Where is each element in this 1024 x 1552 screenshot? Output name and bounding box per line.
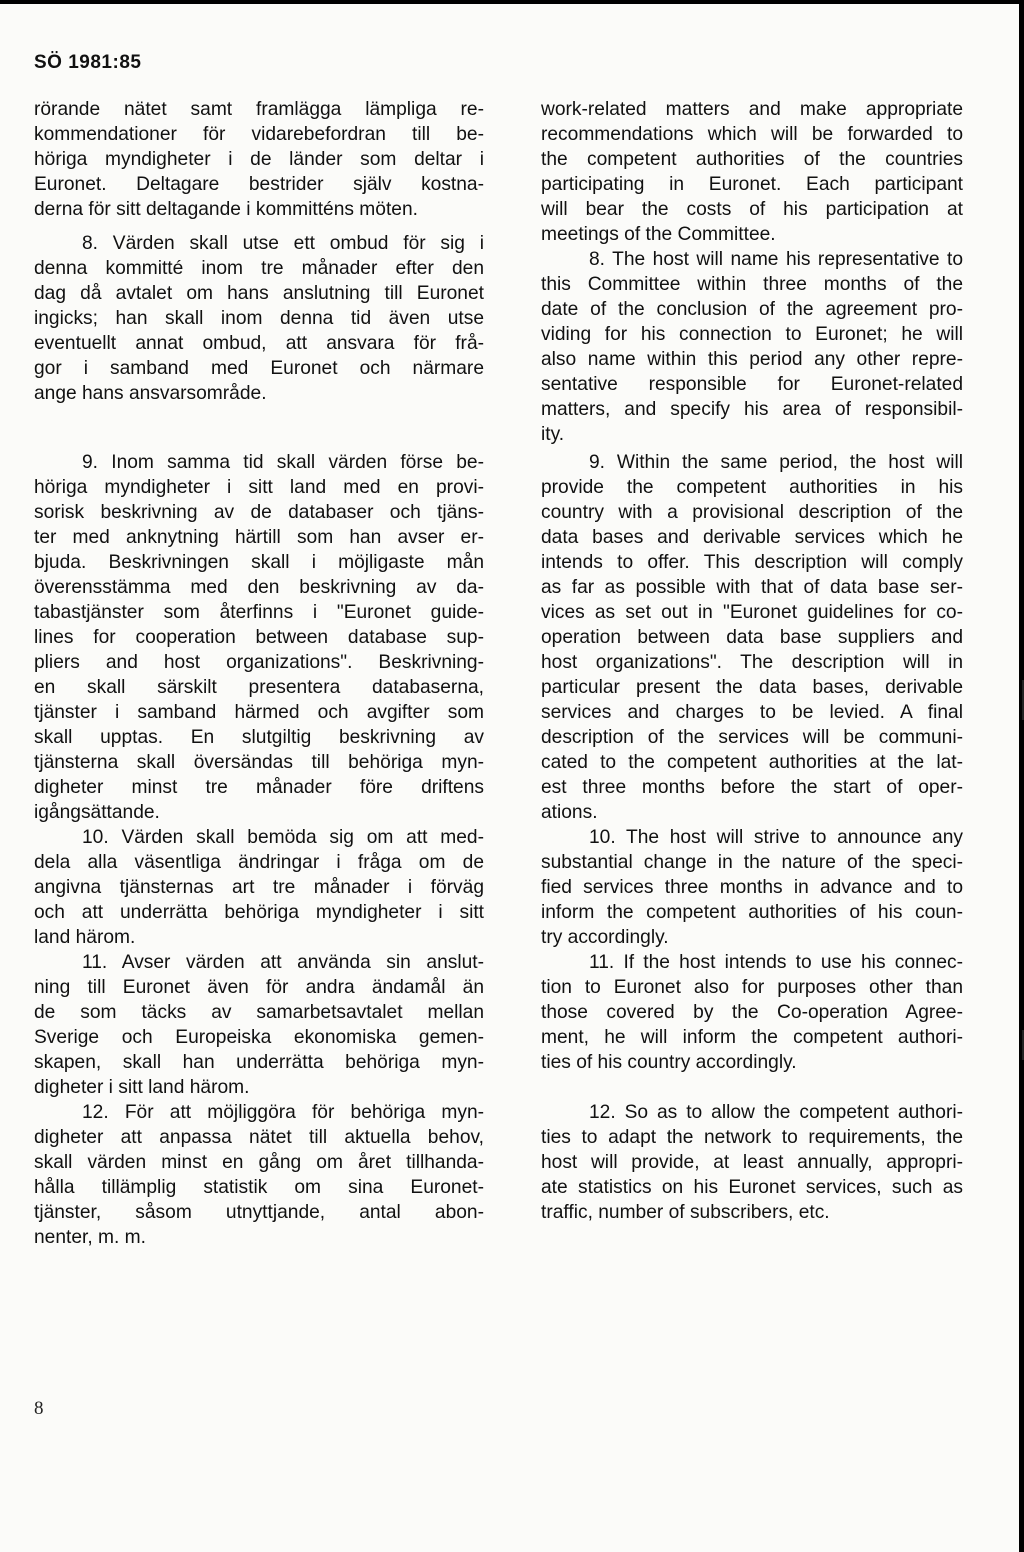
- text-line: 8. Värden skall utse ett ombud för sig i: [82, 233, 484, 254]
- text-line: 12. För att möjliggöra för behöriga myn-: [82, 1102, 484, 1123]
- text-line: digheter i sitt land härom.: [34, 1077, 250, 1098]
- text-line: est three months before the start of oper-: [541, 777, 963, 798]
- text-line: participating in Euronet. Each participant: [541, 174, 963, 195]
- text-line: tjänster, såsom utnyttjande, antal abon-: [34, 1202, 484, 1223]
- text-line: hålla tillämplig statistik om sina Euronet-: [34, 1177, 484, 1198]
- text-line: this Committee within three months of the: [541, 274, 963, 295]
- text-line: de som täcks av samarbetsavtalet mellan: [34, 1002, 484, 1023]
- text-line: sorisk beskrivning av de databaser och tjäns-: [34, 502, 484, 523]
- text-line: dag då avtalet om hans anslutning till Euronet: [34, 283, 484, 304]
- text-line: description of the services will be communi-: [541, 727, 963, 748]
- text-line: ties of his country accordingly.: [541, 1052, 797, 1073]
- text-line: operation between data base suppliers and: [541, 627, 963, 648]
- text-line: ter med anknytning härtill som han avser er-: [34, 527, 484, 548]
- page-header: SÖ 1981:85: [34, 52, 142, 73]
- text-line: services and charges to be levied. A final: [541, 702, 963, 723]
- text-line: skall värden minst en gång om året tillhanda-: [34, 1152, 484, 1173]
- text-line: igångsättande.: [34, 802, 160, 823]
- text-line: particular present the data bases, derivable: [541, 677, 963, 698]
- text-line: eventuellt annat ombud, att ansvara för frå-: [34, 333, 484, 354]
- text-line: host organizations". The description will in: [541, 652, 963, 673]
- text-line: angivna tjänsternas art tre månader i förväg: [34, 877, 484, 898]
- text-line: also name within this period any other repre-: [541, 349, 963, 370]
- text-line: höriga myndigheter i sitt land med en provi-: [34, 477, 484, 498]
- text-line: 8. The host will name his representative to: [589, 249, 963, 270]
- text-line: tion to Euronet also for purposes other than: [541, 977, 963, 998]
- text-line: land härom.: [34, 927, 136, 948]
- text-line: fied services three months in advance and to: [541, 877, 963, 898]
- text-line: höriga myndigheter i de länder som deltar i: [34, 149, 484, 170]
- text-line: will bear the costs of his participation at: [541, 199, 963, 220]
- text-line: tjänsterna skall översändas till behöriga myn-: [34, 752, 484, 773]
- text-line: data bases and derivable services which he: [541, 527, 963, 548]
- text-line: och att underrätta behöriga myndigheter i sitt: [34, 902, 484, 923]
- text-line: 10. Värden skall bemöda sig om att med-: [82, 827, 484, 848]
- text-line: skapen, skall han underrätta behöriga myn-: [34, 1052, 484, 1073]
- text-line: 10. The host will strive to announce any: [589, 827, 963, 848]
- text-line: the competent authorities of the countries: [541, 149, 963, 170]
- text-line: nenter, m. m.: [34, 1227, 146, 1248]
- text-line: host will provide, at least annually, appropri-: [541, 1152, 963, 1173]
- text-line: ment, he will inform the competent authori-: [541, 1027, 963, 1048]
- text-line: country with a provisional description of the: [541, 502, 963, 523]
- text-line: provide the competent authorities in his: [541, 477, 963, 498]
- text-line: derna för sitt deltagande i kommitténs möten.: [34, 199, 418, 220]
- text-line: try accordingly.: [541, 927, 669, 948]
- text-line: meetings of the Committee.: [541, 224, 776, 245]
- document-page: [0, 4, 1019, 1552]
- text-line: substantial change in the nature of the speci-: [541, 852, 963, 873]
- text-line: en skall särskilt presentera databaserna,: [34, 677, 484, 698]
- text-line: Sverige och Europeiska ekonomiska gemen-: [34, 1027, 484, 1048]
- text-line: tjänster i samband härmed och avgifter som: [34, 702, 484, 723]
- text-line: ity.: [541, 424, 565, 445]
- text-line: intends to offer. This description will comply: [541, 552, 963, 573]
- text-line: ingicks; han skall inom denna tid även utse: [34, 308, 484, 329]
- text-line: skall upptas. En slutgiltig beskrivning av: [34, 727, 484, 748]
- text-line: överensstämma med den beskrivning av da-: [34, 577, 484, 598]
- text-line: lines for cooperation between database sup-: [34, 627, 484, 648]
- text-line: digheter att anpassa nätet till aktuella behov,: [34, 1127, 484, 1148]
- text-line: 11. If the host intends to use his connec-: [589, 952, 963, 973]
- text-line: viding for his connection to Euronet; he will: [541, 324, 963, 345]
- text-line: inform the competent authorities of his coun-: [541, 902, 963, 923]
- text-line: recommendations which will be forwarded to: [541, 124, 963, 145]
- text-line: 9. Within the same period, the host will: [589, 452, 963, 473]
- text-line: work-related matters and make appropriate: [541, 99, 963, 120]
- text-line: 9. Inom samma tid skall värden förse be-: [82, 452, 484, 473]
- text-line: tabastjänster som återfinns i "Euronet guide-: [34, 602, 484, 623]
- text-line: ations.: [541, 802, 598, 823]
- text-line: sentative responsible for Euronet-related: [541, 374, 963, 395]
- text-line: those covered by the Co-operation Agree-: [541, 1002, 963, 1023]
- text-line: rörande nätet samt framlägga lämpliga re-: [34, 99, 484, 120]
- text-line: ate statistics on his Euronet services, such as: [541, 1177, 963, 1198]
- text-line: as far as possible with that of data base ser-: [541, 577, 963, 598]
- text-line: cated to the competent authorities at the lat-: [541, 752, 963, 773]
- text-line: 12. So as to allow the competent authori-: [589, 1102, 963, 1123]
- text-line: date of the conclusion of the agreement pro-: [541, 299, 963, 320]
- text-line: ning till Euronet även för andra ändamål än: [34, 977, 484, 998]
- text-line: bjuda. Beskrivningen skall i möjligaste mån: [34, 552, 484, 573]
- text-line: Euronet. Deltagare bestrider själv kostna-: [34, 174, 484, 195]
- text-line: matters, and specify his area of responsibil-: [541, 399, 963, 420]
- text-line: pliers and host organizations". Beskrivning-: [34, 652, 484, 673]
- text-line: ange hans ansvarsområde.: [34, 383, 267, 404]
- text-line: gor i samband med Euronet och närmare: [34, 358, 484, 379]
- text-line: traffic, number of subscribers, etc.: [541, 1202, 830, 1223]
- text-line: 11. Avser värden att använda sin anslut-: [82, 952, 484, 973]
- text-line: digheter minst tre månader före driftens: [34, 777, 484, 798]
- text-line: dela alla väsentliga ändringar i fråga om de: [34, 852, 484, 873]
- text-line: kommendationer för vidarebefordran till be-: [34, 124, 484, 145]
- page-number: 8: [34, 1398, 44, 1419]
- text-line: ties to adapt the network to requirements, the: [541, 1127, 963, 1148]
- text-line: denna kommitté inom tre månader efter den: [34, 258, 484, 279]
- text-line: vices as set out in "Euronet guidelines for co-: [541, 602, 963, 623]
